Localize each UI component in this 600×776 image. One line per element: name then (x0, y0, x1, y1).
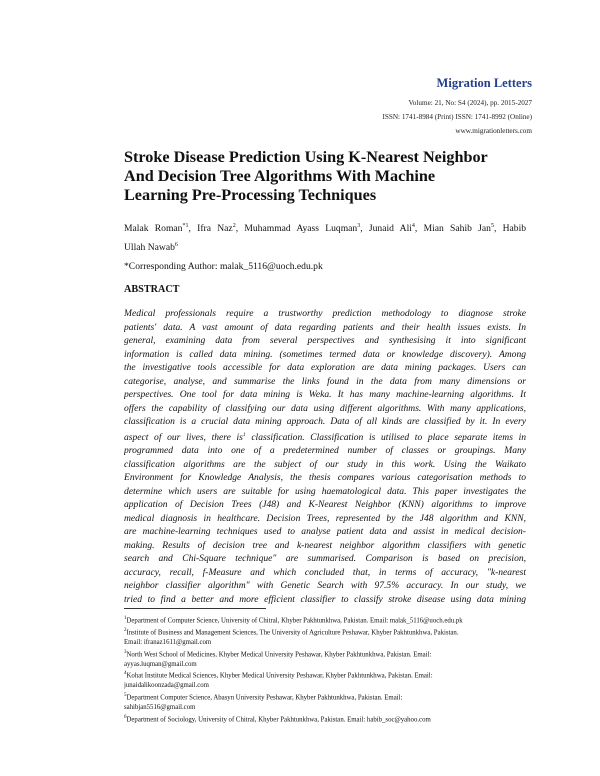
abstract-line: determine which users are suitable for using haematological data. This paper investigates the (124, 485, 526, 497)
abstract-line: classification algorithms are the subject of our study in this work. Using the Waikato (124, 458, 526, 470)
footnote-mark: 1 (124, 616, 127, 621)
author-line (124, 237, 526, 256)
footnote (124, 691, 524, 703)
footnote-text: junaidalikoonzada@gmail.com (124, 682, 209, 690)
journal-website: www.migrationletters.com (455, 127, 532, 135)
footnote-text: Department of Sociology, University of Chitral, Khyber Pakhtunkhwa, Pakistan. Email: habib_soc@yahoo.com (126, 715, 431, 723)
footnote-separator (124, 608, 266, 609)
footnote-mark: 3 (124, 649, 127, 655)
abstract-line: aspect of our lives, there $is^1$ classification. Classification is utilised to place separate items in (124, 431, 526, 443)
footnote (124, 660, 524, 670)
journal-volume: Volume: 21, No: S4 (2024), pp. 2015-2027 (408, 99, 532, 107)
footnote (124, 626, 524, 638)
abstract-line: Environment for Knowledge Analysis, the thesis compares various categorisation methods to (124, 472, 526, 484)
abstract-line: medical diagnosis in healthcare. Decision Trees, represented by the J48 algorithm and KNN, (124, 512, 526, 524)
footnote (124, 703, 524, 713)
abstract-line: the investigative tools accessible for data exploration are data mining packages. Users can (124, 362, 526, 373)
title-line: Learning Pre-Processing Techniques (124, 186, 377, 204)
footnote-text: Department Computer Science, Abasyn University Peshawar, Khyber Pakhtunkhwa, Pakistan. Email: (126, 694, 403, 702)
author-mark: *1 (182, 223, 189, 229)
abstract-heading: ABSTRACT (124, 284, 180, 295)
footnote (124, 648, 524, 660)
author-name: Muhammad Ayass Luqman (244, 223, 358, 235)
author-name: Ifra Naz (197, 223, 233, 235)
title-line: Stroke Disease Prediction Using K-Nearest Neighbor (124, 148, 488, 166)
footnote (124, 669, 524, 681)
abstract-line: classification is a crucial data mining approach. Data of all kinds are classified by it. In every (124, 416, 526, 427)
footnote-mark: 2 (124, 627, 127, 633)
abstract-line: making. Results of decision tree and k-nearest neighbor algorithm classifiers with genetic (124, 539, 526, 551)
abstract-body (124, 307, 526, 606)
footnote-text: North West School of Medicines, Khyber Medical University Peshawar, Khyber Pakhtunkhwa, Pakistan. Email: (126, 650, 432, 658)
abstract-line: application of Decision Trees (J48) and K-Nearest Neighbor (KNN) algorithms to improve (124, 499, 526, 511)
author-name: Junaid Ali (368, 223, 412, 235)
footnote-text: Email: ifranaz1611@gmail.com (124, 638, 212, 646)
abstract-line: perspectives. One tool for data mining is Weka. It has many machine-learning algorithms. It (124, 389, 526, 400)
footnote (124, 713, 524, 725)
footnote-mark: 4 (124, 671, 127, 677)
author-mark: 6 (174, 242, 178, 249)
author-name: Habib (502, 223, 527, 235)
abstract-line: accuracy, recall, f-Measure and which concluded that, in terms of accuracy, "k-nearest (124, 566, 526, 578)
author-mark: 3 (357, 223, 361, 229)
footnote-ref: 1 (242, 431, 246, 438)
author-mark: 2 (232, 223, 236, 229)
author-list (124, 218, 526, 256)
corresponding-email[interactable]: malak_5116@uoch.edu.pk (219, 261, 323, 272)
corresponding-label: *Corresponding Author: (124, 261, 218, 272)
footnote-text: Kohat Institute Medical Sciences, Khyber Medical University Peshawar, Khyber Pakhtunkhwa, Pakistan. Email: (126, 672, 433, 680)
author-name: Mian Sahib Jan (423, 223, 491, 235)
abstract-line: offers the capability of classifying our data using different algorithms. With many applications, (124, 402, 526, 414)
abstract-line: information is called data mining. (sometimes termed data or knowledge discovery). Among (124, 348, 526, 360)
footnote-text: Institute of Business and Management Sciences, The University of Agriculture Peshawar, Khyber Pakhtunkhwa, Pakistan. (126, 629, 459, 637)
abstract-line: patients' data. A vast amount of data regarding patients and their health issues exists. In (124, 321, 526, 333)
abstract-line: are machine-learning techniques used to analyse patient data and assist in medical decision- (124, 526, 526, 538)
author-line: Malak Roman$^{*1}$, Ifra Naz$^2$, Muhammad Ayass Luqman$^3$, Junaid Ali$^4$, Mian Sahib Jan$^5$, Habib (124, 223, 527, 235)
corresponding-author (124, 261, 323, 272)
footnote-mark: 6 (124, 714, 127, 720)
footnote-text: sahibjan5516@gmail.com (124, 703, 196, 711)
footnote-mark: 5 (124, 692, 127, 698)
journal-name: Migration Letters (436, 76, 532, 90)
footnotes (124, 614, 524, 725)
abstract-line: programmed data into one of a predetermined number of classes or groupings. Many (124, 445, 526, 457)
abstract-line: Medical professionals require a trustworthy prediction methodology to diagnose stroke (124, 308, 526, 319)
footnote (124, 638, 524, 648)
abstract-line: neighbor classifier algorithm" with Genetic Search with 97.5% accuracy. In our study, we (124, 580, 526, 592)
abstract-line: categorise, analyse, and summarise the links found in the data from many dimensions or (124, 375, 526, 387)
footnote-text: ayyas.luqman@gmail.com (124, 660, 197, 668)
paper-title (124, 148, 524, 205)
abstract-line: search and Chi-Square technique" are summarised. Comparison is based on precision, (124, 553, 526, 565)
abstract-line: general, examining data from several perspectives and synthesising it into significant (124, 335, 526, 346)
title-line: And Decision Tree Algorithms With Machine (124, 167, 436, 185)
author-mark: 4 (411, 223, 415, 229)
journal-issn: ISSN: 1741-8984 (Print) ISSN: 1741-8992 (Online) (382, 113, 532, 121)
footnote (124, 681, 524, 691)
author-mark: 5 (490, 223, 494, 229)
abstract-line: tried to find a better and more efficient classifier to classify stroke disease using data mining (124, 593, 526, 605)
footnote-text: Department of Computer Science, University of Chitral, Khyber Pakhtunkhwa, Pakistan. Email: malak_5116@uoch.edu.pk (126, 617, 463, 625)
author-name: Ullah Nawab (124, 242, 175, 254)
footnote (124, 614, 524, 626)
author-name: Malak Roman (124, 223, 183, 235)
